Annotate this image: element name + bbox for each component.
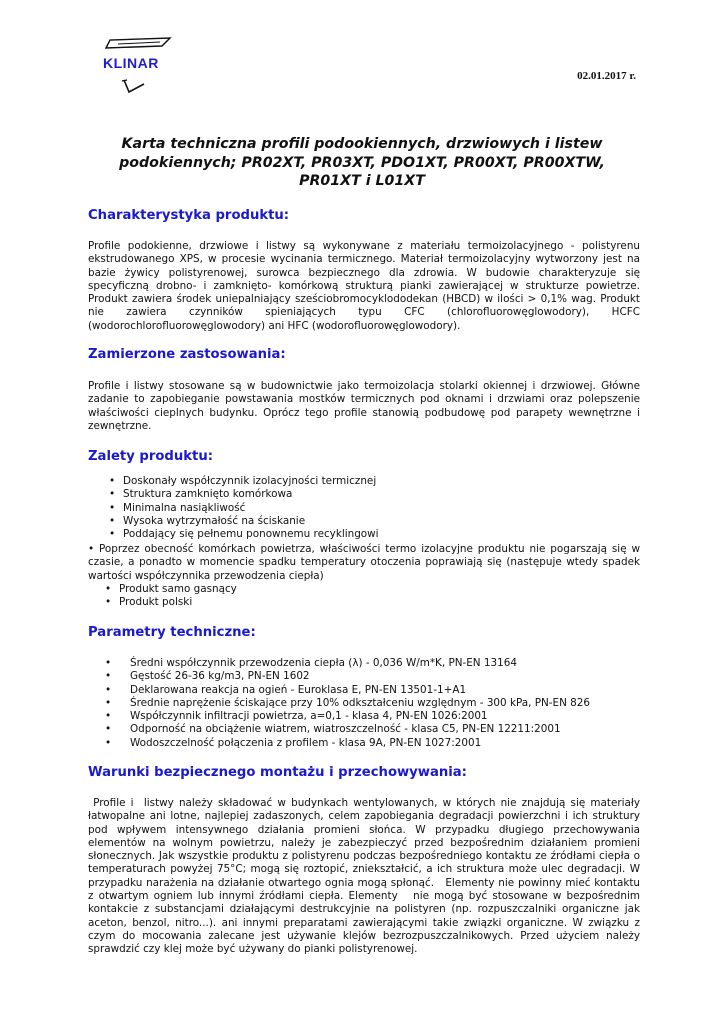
list-item-text: Minimalna nasiąkliwość	[123, 501, 246, 514]
bullet-icon: •	[105, 583, 112, 595]
list-item	[105, 596, 619, 609]
list-item	[109, 514, 623, 528]
title-line: PR01XT i L01XT	[299, 173, 425, 189]
section-text-zastosowania: Profile i listwy stosowane są w budownictwie jako termoizolacja stolarki okiennej i drzwiowej. Główne zadanie to zapobieganie powstawania mostków termicznych pod oknami i drzwiami oraz polepszenie właściwości cieplnych budynku. Oprócz tego profile stanowią podbudowę pod parapety wewnętrzne i zewnętrzne.	[88, 380, 640, 432]
section-heading-zalety: Zalety produktu:	[88, 449, 213, 464]
zalety-long-item: • Poprzez obecność komórkach powietrza, właściwości termo izolacyjne produktu nie pogarszają się w czasie, a ponadto w momencie spadku temperatury otoczenia poprawiają się (następuje wtedy spadek wartości współczynnika przewodzenia ciepła)	[88, 543, 640, 582]
list-item	[105, 696, 640, 710]
document-title	[90, 135, 634, 191]
list-item	[105, 683, 640, 697]
list-item	[105, 723, 640, 736]
title-line: Karta techniczna profili podookiennych, drzwiowych i listew	[121, 136, 603, 152]
document-date: 02.01.2017 r.	[577, 70, 636, 82]
bullet-icon: •	[105, 670, 112, 683]
bullet-icon: •	[109, 514, 116, 527]
list-item	[109, 528, 623, 541]
list-item-text: Produkt polski	[119, 596, 193, 609]
list-item-text: Struktura zamknięto komórkowa	[123, 488, 293, 501]
list-item	[105, 736, 640, 750]
list-item	[109, 475, 623, 488]
list-item	[105, 657, 640, 670]
zalety-list	[109, 475, 623, 541]
bullet-icon: •	[109, 528, 116, 541]
list-item	[105, 583, 619, 596]
list-item-text: Odporność na obciążenie wiatrem, wiatroszczelność - klasa C5, PN-EN 12211:2001	[130, 723, 561, 736]
list-item-text: Gęstość 26-36 kg/m3, PN-EN 1602	[130, 670, 310, 683]
section-heading-charakterystyka: Charakterystyka produktu:	[88, 208, 290, 223]
list-item	[109, 488, 623, 501]
logo-text: KLINAR	[103, 55, 159, 71]
bullet-icon: •	[105, 710, 112, 723]
list-item-text: Doskonały współczynnik izolacyjności termicznej	[123, 475, 377, 487]
bullet-icon: •	[105, 596, 112, 609]
section-text-warunki: Profile i listwy należy składować w budynkach wentylowanych, w których nie znajdują się materiały łatwopalne ani lotne, najlepiej zadaszonych, celem zapobiegania degradacji powierzchni i ich struktury pod wpływem intensywnego działania promieni słońca. W przypadku długiego przechowywania elementów na wolnym powietrzu, należy je zabezpieczyć przed bezpośrednim działaniem promieni słonecznych. Jak wszystkie produktu z polistyrenu podczas bezpośredniego kontaktu ze źródłami ciepła o temperaturach powyżej 75°C; mogą się roztopić, zniekształcić, a ich struktura może ulec degradacji. W przypadku narażenia na działanie otwartego ognia mogą spłonąć. Elementy nie powinny mieć kontaktu z otwartym ogniem lub innymi źródłami ciepła. Elementy nie mogą być stosowane w bezpośrednim kontakcie z substancjami działającymi destrukcyjnie na polistyren (np. rozpuszczalniki organiczne jak aceton, benzol, nitro...). ani innymi preparatami zawierającymi takie związki organiczne. W związku z czym do mocowania zalecane jest używanie klejów bezrozpuszczalnikowych. Przed użyciem należy sprawdzić czy klej może być używany do pianki polistyrenowej.	[88, 797, 644, 956]
zalety-list-2	[105, 583, 619, 610]
bullet-icon: •	[105, 696, 112, 709]
section-heading-warunki: Warunki bezpiecznego montażu i przechowywania:	[88, 765, 467, 780]
list-item	[105, 670, 640, 683]
bullet-icon: •	[105, 736, 112, 749]
section-heading-parametry: Parametry techniczne:	[88, 625, 256, 640]
parametry-list	[105, 657, 640, 750]
bullet-icon: •	[105, 657, 112, 669]
list-item-text: Średnie naprężenie ściskające przy 10% odkształceniu względnym - 300 kPa, PN-EN 826	[130, 696, 591, 709]
list-item-text: Produkt samo gasnący	[119, 583, 237, 595]
bullet-icon: •	[105, 723, 112, 736]
section-heading-zastosowania: Zamierzone zastosowania:	[88, 347, 286, 362]
list-item	[105, 710, 640, 723]
bullet-icon: •	[109, 501, 116, 514]
list-item-text: Wysoka wytrzymałość na ściskanie	[123, 514, 306, 527]
section-text-charakterystyka: Profile podokienne, drzwiowe i listwy są wykonywane z materiału termoizolacyjnego - polistyrenu ekstrudowanego XPS, w procesie wycinania termicznego. Materiał termoizolacyjny wytworzony jest na bazie żywicy polistyrenowej, surowca bezpiecznego dla zdrowia. W budowie charakteryzuje się specyficzną drobno- i zamknięto- komórkową strukturą pianki zawierającej w strukturze powietrze. Produkt zawiera środek uniepalniający sześciobromocyklododekan (HBCD) w ilości > 0,1% wag. Produkt nie zawiera czynników spieniających typu CFC (chlorofluorowęglowodory), HCFC (wodorochlorofluorowęglowodory) ani HFC (wodorofluorowęglowodory).	[88, 240, 640, 332]
bullet-icon: •	[109, 475, 116, 487]
title-line: podokiennych; PR02XT, PR03XT, PDO1XT, PR00XT, PR00XTW,	[119, 154, 605, 171]
list-item-text: Deklarowana reakcja na ogień - Euroklasa E, PN-EN 13501-1+A1	[130, 683, 467, 696]
list-item-text: Współczynnik infiltracji powietrza, a=0,1 - klasa 4, PN-EN 1026:2001	[130, 710, 488, 723]
list-item-text: Średni współczynnik przewodzenia ciepła (λ) - 0,036 W/m*K, PN-EN 13164	[130, 657, 517, 669]
bullet-icon: •	[105, 683, 112, 696]
list-item-text: Wodoszczelność połączenia z profilem - klasa 9A, PN-EN 1027:2001	[130, 736, 482, 749]
bullet-icon: •	[109, 488, 116, 501]
list-item-text: Poddający się pełnemu ponownemu recyklingowi	[123, 528, 379, 541]
list-item	[109, 501, 623, 515]
